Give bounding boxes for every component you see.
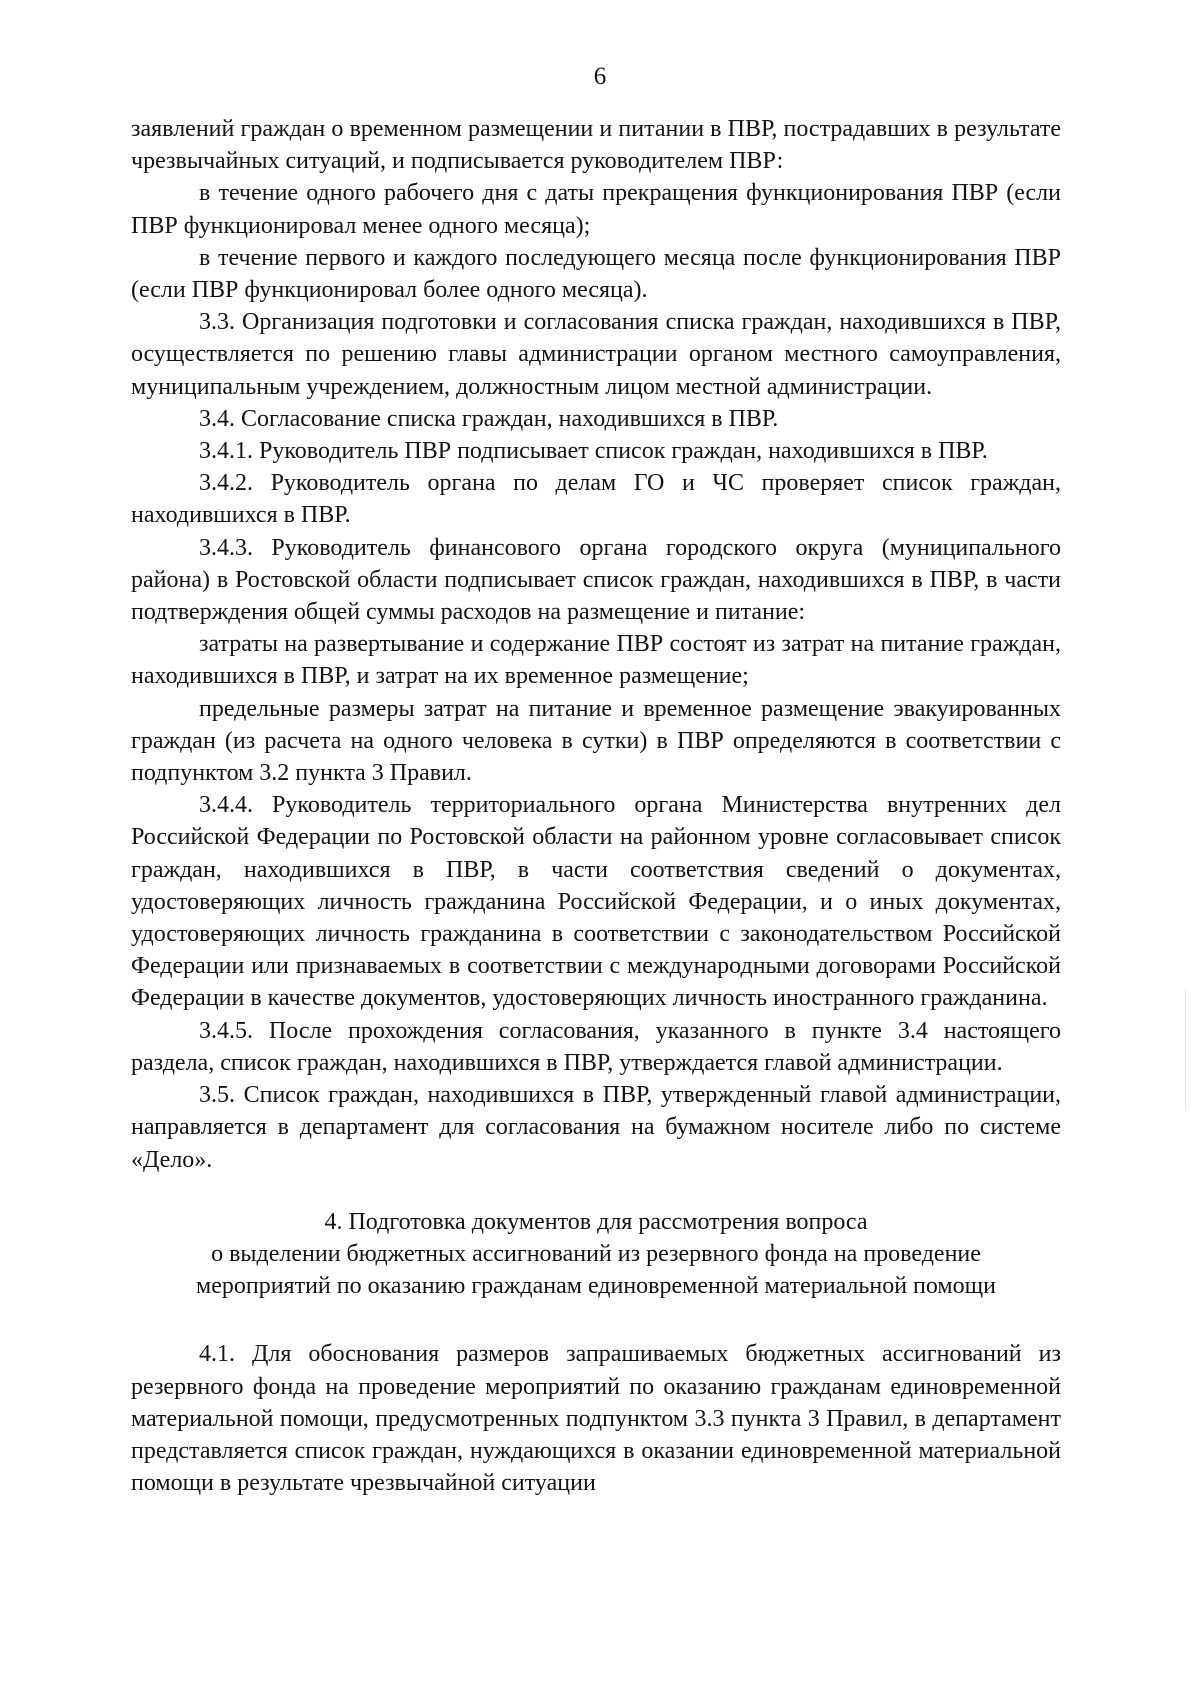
paragraph-3-4-4: 3.4.4. Руководитель территориального органа Министерства внутренних дел Российской Федерации по Ростовской области на районном уровне согласовывает список граждан, находившихся в ПВР, в части соответствия сведений о документах, удостоверяющих личность гражданина Российской Федерации, и о иных документах, удостоверяющих личность гражданина в соответствии с законодательством Российской Федерации или признаваемых в соответствии с международными договорами Российской Федерации в качестве документов, удостоверяющих личность иностранного гражданина. (131, 792, 1061, 1012)
paragraph-4-1: 4.1. Для обоснования размеров запрашиваемых бюджетных ассигнований из резервного фонда на проведение мероприятий по оказанию гражданам единовременной материальной помощи, предусмотренных подпунктом 3.3 пункта 3 Правил, в департамент представляется список граждан, нуждающихся в оказании единовременной материальной помощи в результате чрезвычайной ситуации (131, 1341, 1061, 1497)
document-body (131, 113, 1061, 1499)
paragraph-3-4-1: 3.4.1. Руководитель ПВР подписывает список граждан, находившихся в ПВР. (199, 438, 988, 465)
paragraph-one-day: в течение одного рабочего дня с даты прекращения функционирования ПВР (если ПВР функционировал менее одного месяца); (131, 180, 1061, 239)
scan-edge-mark (1185, 990, 1186, 1110)
paragraph-costs: затраты на развертывание и содержание ПВР состоят из затрат на питание граждан, находившихся в ПВР, и затрат на их временное размещение; (131, 631, 1061, 690)
paragraph-3-4-3: 3.4.3. Руководитель финансового органа городского округа (муниципального района) в Ростовской области подписывает список граждан, находившихся в ПВР, в части подтверждения общей суммы расходов на размещение и питание: (131, 534, 1061, 626)
paragraph-limits: предельные размеры затрат на питание и временное размещение эвакуированных граждан (из расчета на одного человека в сутки) в ПВР определяются в соответствии с подпунктом 3.2 пункта 3 Правил. (131, 695, 1061, 787)
paragraph-3-4-2: 3.4.2. Руководитель органа по делам ГО и ЧС проверяет список граждан, находившихся в ПВР. (131, 470, 1061, 529)
section-4-heading-line-1: 4. Подготовка документов для рассмотрения вопроса (324, 1208, 868, 1235)
paragraph-3-4-5: 3.4.5. После прохождения согласования, указанного в пункте 3.4 настоящего раздела, список граждан, находившихся в ПВР, утверждается главой администрации. (131, 1017, 1061, 1076)
section-4-heading-line-2: о выделении бюджетных ассигнований из резервного фонда на проведение (211, 1240, 981, 1267)
paragraph-first-month: в течение первого и каждого последующего месяца после функционирования ПВР (если ПВР функционировал более одного месяца). (131, 244, 1061, 304)
paragraph-continuation: заявлений граждан о временном размещении и питании в ПВР, пострадавших в результате чрезвычайных ситуаций, и подписывается руководителем ПВР: (131, 116, 1061, 175)
paragraph-3-5: 3.5. Список граждан, находившихся в ПВР, утвержденный главой администрации, направляется в департамент для согласования на бумажном носителе либо по системе «Дело». (131, 1082, 1061, 1173)
paragraph-3-4: 3.4. Согласование списка граждан, находившихся в ПВР. (199, 405, 779, 432)
section-4-heading (131, 1206, 1061, 1303)
page-number: 6 (593, 63, 607, 90)
section-4-heading-line-3: мероприятий по оказанию гражданам единовременной материальной помощи (196, 1273, 996, 1300)
paragraph-3-3: 3.3. Организация подготовки и согласования списка граждан, находившихся в ПВР, осуществляется по решению главы администрации органом местного самоуправления, муниципальным учреждением, должностным лицом местной администрации. (131, 309, 1061, 400)
